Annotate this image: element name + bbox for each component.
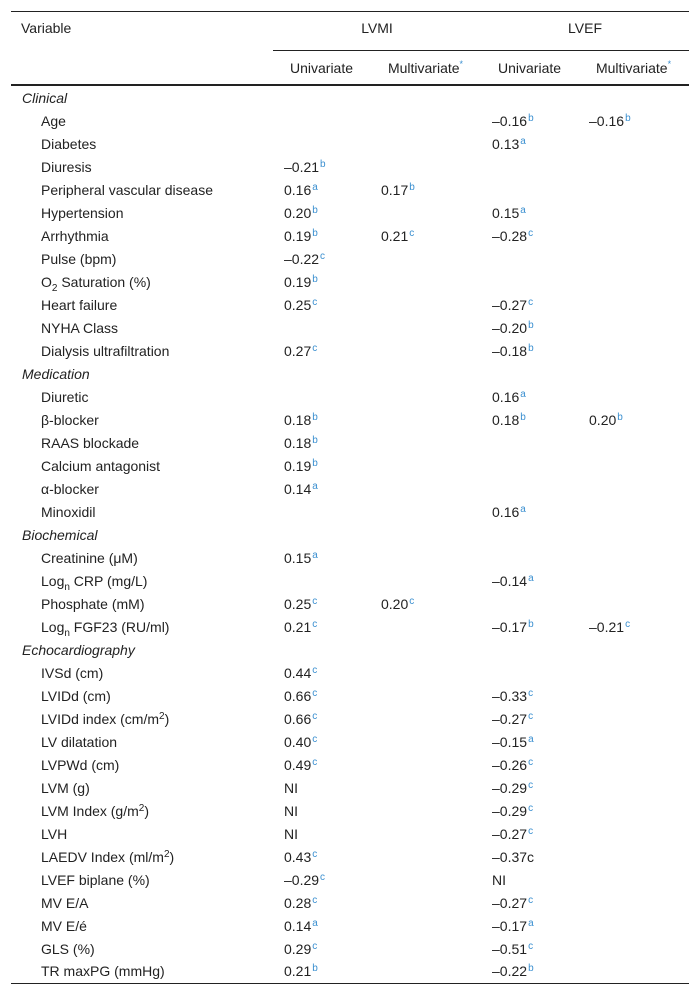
variable-name: MV E/A: [41, 894, 89, 911]
lvef-multivariate-value: [578, 155, 689, 178]
lvmi-multivariate-value: [370, 868, 481, 891]
lvef-univariate-value: –0.33$^c$: [492, 687, 534, 704]
lvef-univariate-value: [481, 155, 578, 178]
lvef-univariate-value: –0.29$^c$: [492, 779, 534, 796]
lvef-univariate-value: –0.27$^c$: [492, 296, 534, 313]
lvef-multivariate-value: [578, 247, 689, 270]
significance-marker: c: [312, 342, 318, 354]
lvmi-univariate-value: 0.40$^c$: [284, 733, 318, 750]
significance-marker: c: [528, 894, 534, 906]
table-row: [11, 960, 689, 983]
table-row: [11, 270, 689, 293]
lvmi-univariate-value: 0.44$^c$: [284, 664, 318, 681]
lvmi-univariate-value: [273, 500, 370, 523]
lvef-multivariate-value: [578, 799, 689, 822]
lvef-multivariate-value: [578, 776, 689, 799]
variable-name: β-blocker: [41, 411, 99, 428]
section-title: Biochemical: [22, 526, 98, 543]
table-row: [11, 569, 689, 592]
significance-marker: b: [528, 963, 534, 975]
lvef-multivariate-value: [578, 477, 689, 500]
variable-name: LV dilatation: [41, 733, 118, 750]
lvmi-multivariate-value: [370, 569, 481, 592]
variable-name: LAEDV Index $(ml/m^2)$: [41, 848, 175, 865]
lvef-univariate-value: –0.22$^b$: [481, 960, 578, 983]
lvef-multivariate-value: [578, 431, 689, 454]
variable-header: Variable: [11, 12, 273, 51]
lvef-multivariate-value: [578, 845, 689, 868]
lvef-univariate-value: [481, 454, 578, 477]
significance-marker: c: [312, 710, 318, 722]
variable-name: LVIDd (cm): [41, 687, 111, 704]
lvef-univariate-value: 0.16$^a$: [492, 388, 526, 405]
table-row: [11, 753, 689, 776]
section-row: [11, 85, 689, 109]
significance-marker: a: [520, 388, 526, 400]
table-row: [11, 178, 689, 201]
variable-name: LVEF biplane (%): [41, 871, 150, 888]
lvmi-univariate-value: [273, 316, 370, 339]
lvef-univariate-value: –0.27$^c$: [492, 710, 534, 727]
lvef-multivariate-value: 0.20$^b$: [589, 411, 623, 428]
lvmi-multivariate-value: [370, 155, 481, 178]
variable-name: Diabetes: [41, 135, 97, 152]
lvmi-multivariate-value: [370, 477, 481, 500]
significance-marker: b: [528, 112, 534, 124]
lvmi-univariate-value: 0.19$^b$: [284, 227, 318, 244]
lvmi-multivariate-value: [370, 684, 481, 707]
lvmi-univariate-value: 0.29$^c$: [284, 940, 318, 957]
significance-marker: a: [312, 549, 318, 561]
lvef-multivariate-value: [578, 661, 689, 684]
significance-marker: c: [528, 756, 534, 768]
lvmi-univariate-value: 0.18$^b$: [284, 434, 318, 451]
variable-name: $O_2$ Saturation (%): [41, 273, 151, 294]
significance-marker: b: [312, 434, 318, 446]
lvef-multivariate-value: [578, 500, 689, 523]
lvmi-univariate-value: –0.21$^b$: [284, 158, 326, 175]
lvmi-univariate-value: 0.18$^b$: [284, 411, 318, 428]
significance-marker: a: [312, 480, 318, 492]
lvef-multivariate-value: [578, 868, 689, 891]
lvef-univariate-value: [481, 546, 578, 569]
significance-marker: c: [312, 296, 318, 308]
lvmi-univariate-header: Univariate: [273, 51, 370, 86]
lvef-multivariate-value: [578, 707, 689, 730]
table-body: [11, 85, 689, 983]
lvef-multivariate-value: [578, 592, 689, 615]
table-row: [11, 316, 689, 339]
lvmi-univariate-value: NI: [284, 825, 298, 842]
lvmi-multivariate-value: [370, 408, 481, 431]
table-row: [11, 868, 689, 891]
section-title: Echocardiography: [22, 641, 135, 658]
table-row: [11, 224, 689, 247]
correlation-table: [11, 11, 689, 984]
table-row: [11, 845, 689, 868]
table-row: [11, 454, 689, 477]
lvmi-multivariate-value: [370, 454, 481, 477]
lvmi-multivariate-value: [370, 431, 481, 454]
lvmi-multivariate-value: 0.21$^c$: [381, 227, 415, 244]
lvmi-multivariate-header: Multivariate*: [370, 51, 481, 86]
lvmi-univariate-value: 0.14$^a$: [284, 917, 318, 934]
lvef-univariate-value: –0.29$^c$: [492, 802, 534, 819]
lvef-multivariate-value: –0.16$^b$: [589, 112, 631, 129]
lvef-group-header: [481, 12, 689, 51]
variable-name: Log$_n$ CRP (mg/L): [41, 572, 148, 593]
table-row: [11, 592, 689, 615]
significance-marker: c: [312, 664, 318, 676]
lvmi-univariate-value: 0.21$^b$: [273, 960, 370, 983]
table-row: [11, 615, 689, 638]
lvef-univariate-value: [481, 661, 578, 684]
lvmi-multivariate-value: [370, 109, 481, 132]
lvef-univariate-value: 0.16$^a$: [492, 503, 526, 520]
lvef-univariate-value: [481, 247, 578, 270]
lvef-multivariate-value: [578, 270, 689, 293]
section-row: [11, 638, 689, 661]
significance-marker: b: [312, 227, 318, 239]
lvef-univariate-value: 0.18$^b$: [492, 411, 526, 428]
lvef-multivariate-value: [578, 753, 689, 776]
lvmi-univariate-value: 0.21$^c$: [284, 618, 318, 635]
significance-marker: c: [320, 250, 326, 262]
lvmi-multivariate-value: [370, 799, 481, 822]
significance-marker: c: [320, 871, 326, 883]
significance-marker: b: [520, 411, 526, 423]
table-row: [11, 247, 689, 270]
significance-marker: a: [520, 135, 526, 147]
variable-name: NYHA Class: [41, 319, 119, 336]
lvef-univariate-value: –0.27$^c$: [492, 825, 534, 842]
lvmi-multivariate-value: [370, 615, 481, 638]
significance-marker: b: [312, 273, 318, 285]
significance-marker: c: [312, 618, 318, 630]
variable-name: Arrhythmia: [41, 227, 109, 244]
significance-marker: b: [312, 204, 318, 216]
table-row: [11, 730, 689, 753]
significance-marker: c: [312, 894, 318, 906]
table-row: [11, 408, 689, 431]
table-row: [11, 477, 689, 500]
table-row: [11, 914, 689, 937]
lvmi-univariate-value: 0.14$^a$: [284, 480, 318, 497]
significance-marker: c: [528, 940, 534, 952]
lvef-univariate-value: [481, 477, 578, 500]
significance-marker: b: [625, 112, 631, 124]
variable-name: LVIDd index $(cm/m^2)$: [41, 710, 170, 727]
lvmi-multivariate-value: [370, 247, 481, 270]
significance-marker: a: [528, 917, 534, 929]
significance-marker: a: [520, 204, 526, 216]
footnote-asterisk: *: [459, 58, 464, 69]
lvef-multivariate-header: Multivariate*: [578, 51, 689, 86]
significance-marker: c: [312, 756, 318, 768]
variable-name: RAAS blockade: [41, 434, 140, 451]
significance-marker: b: [312, 411, 318, 423]
lvef-multivariate-value: [578, 316, 689, 339]
variable-name: Minoxidil: [41, 503, 96, 520]
variable-name: MV E/é: [41, 917, 87, 934]
lvmi-univariate-value: 0.20$^b$: [284, 204, 318, 221]
variable-name: Heart failure: [41, 296, 118, 313]
significance-marker: c: [409, 227, 415, 239]
lvef-label: LVEF: [568, 20, 603, 36]
variable-name: Hypertension: [41, 204, 124, 221]
significance-marker: c: [312, 687, 318, 699]
variable-name: LVPWd (cm): [41, 756, 120, 773]
table-row: [11, 822, 689, 845]
variable-name: LVM Index $(g/m^2)$: [41, 802, 150, 819]
table-row: [11, 707, 689, 730]
variable-name: Diuresis: [41, 158, 92, 175]
lvmi-univariate-value: 0.27$^c$: [284, 342, 318, 359]
section-title: Medication: [22, 365, 90, 382]
lvef-univariate-value: [481, 592, 578, 615]
section-row: [11, 523, 689, 546]
table-row: [11, 155, 689, 178]
lvmi-multivariate-value: [370, 500, 481, 523]
significance-marker: b: [528, 342, 534, 354]
lvmi-multivariate-value: [370, 546, 481, 569]
lvef-univariate-value: –0.16$^b$: [492, 112, 534, 129]
lvmi-multivariate-value: [370, 776, 481, 799]
lvef-multivariate-value: [578, 385, 689, 408]
table-row: [11, 201, 689, 224]
lvef-univariate-value: –0.20$^b$: [492, 319, 534, 336]
lvmi-multivariate-value: [370, 753, 481, 776]
lvmi-multivariate-value: [370, 730, 481, 753]
table-row: [11, 132, 689, 155]
significance-marker: a: [520, 503, 526, 515]
variable-name: Calcium antagonist: [41, 457, 161, 474]
significance-marker: c: [528, 227, 534, 239]
significance-marker: c: [528, 779, 534, 791]
lvmi-multivariate-value: [370, 845, 481, 868]
lvef-multivariate-value: –0.21$^c$: [589, 618, 631, 635]
table-row: [11, 776, 689, 799]
lvmi-univariate-value: 0.19$^b$: [284, 457, 318, 474]
section-row: [11, 362, 689, 385]
lvmi-multivariate-value: [370, 270, 481, 293]
lvef-univariate-value: –0.51$^c$: [492, 940, 534, 957]
lvef-multivariate-value: [578, 132, 689, 155]
lvmi-multivariate-value: [370, 201, 481, 224]
lvmi-univariate-value: [273, 132, 370, 155]
significance-marker: b: [409, 181, 415, 193]
significance-marker: c: [625, 618, 631, 630]
lvmi-multivariate-value: [370, 132, 481, 155]
lvmi-univariate-value: 0.25$^c$: [284, 595, 318, 612]
table-row: [11, 891, 689, 914]
significance-marker: a: [312, 181, 318, 193]
lvmi-multivariate-value: [370, 661, 481, 684]
lvmi-group-header: [273, 12, 481, 51]
variable-name: Diuretic: [41, 388, 89, 405]
variable-name: Age: [41, 112, 66, 129]
table-row: [11, 500, 689, 523]
footnote-asterisk: *: [667, 58, 672, 69]
lvmi-univariate-value: 0.19$^b$: [284, 273, 318, 290]
significance-marker: b: [312, 963, 318, 975]
lvef-multivariate-value: [578, 454, 689, 477]
lvef-univariate-value: 0.15$^a$: [492, 204, 526, 221]
lvef-univariate-value: NI: [492, 871, 507, 888]
table-row: [11, 109, 689, 132]
lvef-univariate-value: [481, 178, 578, 201]
lvmi-multivariate-value: [370, 960, 481, 983]
table-header: [11, 12, 689, 86]
lvmi-univariate-value: [273, 109, 370, 132]
significance-marker: c: [528, 802, 534, 814]
lvmi-univariate-value: 0.66$^c$: [284, 687, 318, 704]
variable-name: IVSd (cm): [41, 664, 104, 681]
variable-name: LVH: [41, 825, 68, 842]
significance-marker: b: [312, 457, 318, 469]
lvef-multivariate-value: [578, 891, 689, 914]
table-row: [11, 684, 689, 707]
lvmi-multivariate-value: [370, 316, 481, 339]
lvmi-univariate-value: [273, 385, 370, 408]
lvmi-univariate-value: 0.66$^c$: [284, 710, 318, 727]
lvef-multivariate-value: [578, 224, 689, 247]
variable-name: TR maxPG (mmHg): [11, 960, 273, 983]
table-row: [11, 546, 689, 569]
lvef-univariate-value: [481, 270, 578, 293]
lvef-univariate-value: [481, 431, 578, 454]
lvmi-univariate-value: NI: [284, 802, 298, 819]
lvmi-multivariate-value: [370, 707, 481, 730]
variable-name: LVM (g): [41, 779, 90, 796]
lvmi-univariate-value: NI: [284, 779, 298, 796]
lvef-univariate-value: –0.15$^a$: [492, 733, 534, 750]
lvmi-univariate-value: 0.15$^a$: [284, 549, 318, 566]
lvmi-label: LVMI: [361, 20, 393, 36]
significance-marker: c: [528, 296, 534, 308]
variable-name: α-blocker: [41, 480, 99, 497]
lvmi-multivariate-value: 0.20$^c$: [381, 595, 415, 612]
significance-marker: c: [528, 825, 534, 837]
variable-name: Phosphate (mM): [41, 595, 145, 612]
variable-name: Creatinine (μM): [41, 549, 138, 566]
table-row: [11, 661, 689, 684]
lvef-univariate-value: –0.37c: [492, 848, 535, 865]
lvef-univariate-value: 0.13$^a$: [492, 135, 526, 152]
variable-name: Peripheral vascular disease: [41, 181, 213, 198]
lvmi-multivariate-value: [370, 937, 481, 960]
variable-name: Dialysis ultrafiltration: [41, 342, 170, 359]
table-row: [11, 431, 689, 454]
significance-marker: a: [528, 733, 534, 745]
table-row: [11, 937, 689, 960]
lvef-univariate-header: Univariate: [481, 51, 578, 86]
significance-marker: c: [528, 710, 534, 722]
lvmi-univariate-value: 0.43$^c$: [284, 848, 318, 865]
significance-marker: b: [528, 618, 534, 630]
lvef-univariate-value: –0.27$^c$: [492, 894, 534, 911]
lvmi-univariate-value: –0.29$^c$: [284, 871, 326, 888]
lvef-multivariate-value: [578, 914, 689, 937]
lvef-multivariate-value: [578, 201, 689, 224]
lvmi-multivariate-value: 0.17$^b$: [381, 181, 415, 198]
lvef-univariate-value: –0.17$^b$: [492, 618, 534, 635]
lvmi-univariate-value: 0.25$^c$: [284, 296, 318, 313]
significance-marker: c: [312, 940, 318, 952]
lvef-multivariate-value: [578, 339, 689, 362]
lvmi-univariate-value: [273, 569, 370, 592]
lvmi-multivariate-value: [370, 822, 481, 845]
lvef-univariate-value: –0.14$^a$: [492, 572, 534, 589]
lvmi-univariate-value: –0.22$^c$: [284, 250, 326, 267]
lvef-multivariate-value: [578, 822, 689, 845]
lvef-univariate-value: –0.28$^c$: [492, 227, 534, 244]
lvmi-multivariate-value: [370, 385, 481, 408]
lvmi-multivariate-value: [370, 891, 481, 914]
variable-name: Pulse (bpm): [41, 250, 117, 267]
significance-marker: c: [312, 733, 318, 745]
lvef-univariate-value: –0.17$^a$: [492, 917, 534, 934]
table-row: [11, 385, 689, 408]
variable-name: Log$_n$ FGF23 (RU/ml): [41, 618, 170, 639]
significance-marker: a: [312, 917, 318, 929]
lvmi-multivariate-value: [370, 339, 481, 362]
significance-marker: b: [528, 319, 534, 331]
lvef-multivariate-value: [578, 684, 689, 707]
lvef-multivariate-value: [578, 546, 689, 569]
lvef-multivariate-value: [578, 178, 689, 201]
lvmi-multivariate-value: [370, 293, 481, 316]
section-title: Clinical: [22, 89, 68, 106]
lvef-multivariate-value: [578, 960, 689, 983]
significance-marker: c: [409, 595, 415, 607]
table-row: [11, 799, 689, 822]
significance-marker: c: [312, 848, 318, 860]
lvef-univariate-value: –0.26$^c$: [492, 756, 534, 773]
significance-marker: a: [528, 572, 534, 584]
lvmi-multivariate-value: [370, 914, 481, 937]
significance-marker: b: [617, 411, 623, 423]
variable-name: GLS (%): [41, 940, 95, 957]
lvmi-univariate-value: 0.16$^a$: [284, 181, 318, 198]
lvmi-univariate-value: 0.49$^c$: [284, 756, 318, 773]
table-row: [11, 293, 689, 316]
lvmi-univariate-value: 0.28$^c$: [284, 894, 318, 911]
lvef-multivariate-value: [578, 937, 689, 960]
significance-marker: c: [528, 687, 534, 699]
lvef-multivariate-value: [578, 569, 689, 592]
header-spacer: [11, 51, 273, 86]
lvef-multivariate-value: [578, 730, 689, 753]
table-row: [11, 339, 689, 362]
significance-marker: c: [312, 595, 318, 607]
lvef-univariate-value: –0.18$^b$: [492, 342, 534, 359]
significance-marker: b: [320, 158, 326, 170]
lvef-multivariate-value: [578, 293, 689, 316]
